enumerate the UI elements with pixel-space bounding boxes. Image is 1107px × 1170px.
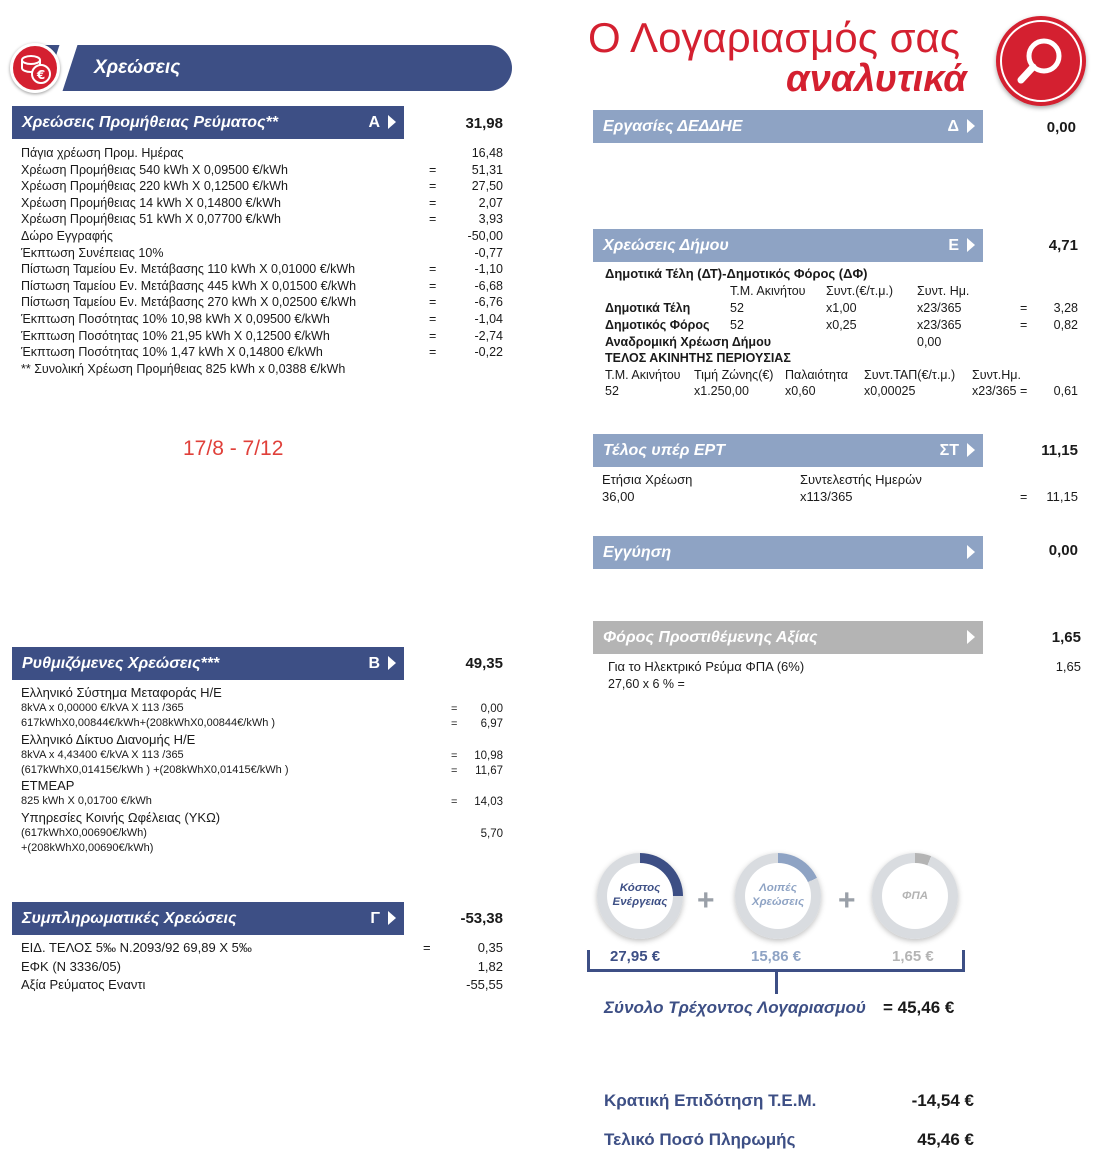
charge-label: Έκπτωση Συνέπειας 10% [21, 245, 164, 260]
equals-sign: = [429, 195, 437, 210]
donut-label-line1: Λοιπές [759, 882, 797, 894]
plus-icon: + [838, 884, 856, 917]
charge-label: Χρέωση Προμήθειας [21, 162, 136, 177]
arrow-right-icon [967, 443, 975, 457]
equals-sign: = [451, 718, 458, 731]
regulated-value: 14,03 [474, 796, 503, 809]
charge-label: Έκπτωση Ποσότητας 10% [21, 328, 168, 343]
tap-coef: x0,00025 [864, 384, 916, 398]
cost-donut [735, 853, 821, 939]
section-e-total: 4,71 [1048, 237, 1078, 254]
charge-line [21, 146, 184, 160]
tap-heading: ΤΕΛΟΣ ΑΚΙΝΗΤΗΣ ΠΕΡΙΟΥΣΙΑΣ [605, 351, 791, 365]
charge-value: 16,48 [471, 146, 503, 160]
charge-value: -6,76 [474, 295, 503, 310]
donut-label [745, 863, 811, 929]
guarantee-total: 0,00 [1048, 542, 1078, 559]
municipal-heading: Δημοτικά Τέλη (ΔΤ)-Δημοτικός Φόρος (ΔΦ) [605, 266, 868, 281]
cost-donut [597, 853, 683, 939]
donut-label-line2: Χρεώσεις [751, 896, 805, 908]
state-subsidy-label: Κρατική Επιδότηση Τ.Ε.Μ. [604, 1091, 817, 1110]
tap-col-zone-price: Τιμή Ζώνης(€) [694, 368, 774, 382]
regulated-value: 6,97 [480, 718, 503, 731]
section-b-header [12, 647, 404, 680]
section-c-header [12, 902, 404, 935]
charge-line [21, 163, 288, 177]
charge-line [21, 212, 281, 226]
magnifier-icon [996, 16, 1086, 106]
current-bill-total-value: = 45,46 € [883, 998, 955, 1017]
charge-line [21, 196, 281, 210]
supplementary-label: Αξία Ρεύματος Εναντι [21, 977, 146, 992]
equals-sign: = [429, 162, 437, 177]
tap-col-coef: Συντ.ΤΑΠ(€/τ.μ.) [864, 368, 956, 382]
charge-label: ** Συνολική Χρέωση Προμήθειας [21, 361, 203, 376]
charge-line [21, 312, 330, 326]
svg-text:€: € [36, 68, 46, 82]
charge-label: Πίστωση Ταμείου Εν. Μετάβασης [21, 295, 204, 310]
charge-detail: 270 kWh X 0,02500 €/kWh [207, 295, 357, 310]
municipal-col-days: Συντ. Ημ. [917, 284, 970, 298]
arrow-right-icon [967, 630, 975, 644]
municipal-fees-label: Δημοτικά Τέλη [605, 301, 691, 315]
charge-detail: 540 kWh X 0,09500 €/kWh [139, 162, 288, 177]
equals-sign: = [451, 703, 458, 715]
charge-detail: 220 kWh X 0,12500 €/kWh [139, 179, 288, 194]
municipal-fees-days: x23/365 [917, 301, 962, 315]
tap-days: x23/365 = [972, 384, 1028, 398]
section-st-letter: ΣΤ [939, 442, 959, 459]
municipal-tax-sqm: 52 [730, 318, 744, 332]
regulated-value: 11,67 [475, 764, 503, 777]
equals-sign: = [429, 295, 437, 310]
vat-header [593, 621, 983, 654]
summary-bracket-stem [775, 972, 778, 994]
regulated-line: 8kVA x 0,00000 €/kVA X 113 /365 [21, 702, 184, 714]
arrow-right-icon [388, 656, 396, 670]
coins-euro-icon [10, 43, 60, 93]
charge-detail: 21,95 kWh X 0,12500 €/kWh [170, 328, 330, 343]
section-b-letter: Β [368, 655, 380, 672]
donut-label-line1: Κόστος [619, 882, 661, 894]
section-a-header [12, 106, 404, 139]
ert-annual-label: Ετήσια Χρέωση [602, 472, 693, 487]
charge-label: Χρέωση Προμήθειας [21, 195, 136, 210]
municipal-fees-eq: = [1020, 301, 1028, 315]
vat-line1-value: 1,65 [1055, 659, 1081, 674]
cost-donut [872, 853, 958, 939]
municipal-tax-eq: = [1020, 318, 1028, 332]
charge-value: -0,22 [474, 345, 503, 360]
regulated-line: 825 kWh X 0,01700 €/kWh [21, 795, 152, 808]
section-d-title: Εργασίες ΔΕΔΔΗΕ [603, 118, 743, 135]
section-d-total: 0,00 [1046, 119, 1076, 136]
section-a-total: 31,98 [465, 115, 503, 132]
regulated-line: (617kWhX0,01415€/kWh ) +(208kWhX0,01415€/kWh ) [21, 763, 289, 776]
equals-sign: = [429, 278, 437, 293]
charge-line [21, 362, 345, 376]
vat-line2: 27,60 x 6 % = [608, 677, 685, 691]
ert-annual-value: 36,00 [602, 489, 635, 504]
vat-total: 1,65 [1051, 629, 1081, 646]
donut-label [607, 863, 673, 929]
tap-sqm: 52 [605, 384, 619, 398]
equals-sign: = [423, 940, 431, 955]
charge-detail: 445 kWh X 0,01500 €/kWh [207, 278, 357, 293]
section-b-title: Ρυθμιζόμενες Χρεώσεις*** [22, 655, 220, 672]
municipal-tax-value: 0,82 [1053, 318, 1078, 332]
charge-label: Πάγια χρέωση Προμ. Ημέρας [21, 146, 184, 160]
municipal-col-sqm: Τ.Μ. Ακινήτου [730, 284, 806, 298]
arrow-right-icon [388, 115, 396, 129]
section-a-letter: Α [368, 114, 380, 131]
page-title: Ο Λογαριασμός σας [588, 14, 961, 61]
tap-col-sqm: Τ.Μ. Ακινήτου [605, 368, 681, 382]
charge-value: -0,77 [474, 245, 503, 260]
section-c-total: -53,38 [460, 910, 503, 927]
regulated-line: 8kVA x 4,43400 €/kVA X 113 /365 [21, 748, 184, 761]
municipal-col-coef: Συντ.(€/τ.μ.) [826, 284, 894, 298]
guarantee-title: Εγγύηση [603, 544, 672, 561]
ert-days-label: Συντελεστής Ημερών [800, 472, 922, 487]
tap-col-days: Συντ.Ημ. [972, 368, 1021, 382]
charge-value: 2,07 [478, 195, 503, 210]
arrow-right-icon [388, 911, 396, 925]
billing-period: 17/8 - 7/12 [183, 437, 284, 460]
charge-detail: 51 kWh X 0,07700 €/kWh [139, 212, 281, 227]
section-e-title: Χρεώσεις Δήμου [603, 237, 729, 254]
arrow-right-icon [967, 119, 975, 133]
ert-eq: = [1020, 490, 1028, 504]
regulated-value: 5,70 [480, 827, 503, 840]
charge-label: Έκπτωση Ποσότητας 10% [21, 345, 168, 360]
vat-line1: Για το Ηλεκτρικό Ρεύμα ΦΠΑ (6%) [608, 659, 805, 674]
charge-detail: 10,98 kWh X 0,09500 €/kWh [170, 312, 330, 326]
regulated-line: (617kWhX0,00690€/kWh) [21, 826, 147, 839]
section-c-letter: Γ [370, 910, 380, 927]
charge-value: -1,10 [474, 262, 503, 277]
section-c-title: Συμπληρωματικές Χρεώσεις [22, 910, 237, 927]
tap-col-age: Παλαιότητα [785, 368, 848, 382]
regulated-group-heading: Ελληνικό Δίκτυο Διανομής Η/Ε [21, 731, 196, 747]
charge-line [21, 179, 288, 193]
charge-detail: 110 kWh X 0,01000 €/kWh [207, 262, 356, 277]
vat-title: Φόρος Προστιθέμενης Αξίας [603, 629, 818, 646]
final-payment-label: Τελικό Ποσό Πληρωμής [604, 1130, 796, 1149]
final-payment-value: 45,46 € [917, 1130, 974, 1149]
charge-label: Δώρο Εγγραφής [21, 229, 113, 243]
section-st-total: 11,15 [1041, 442, 1078, 459]
municipal-tax-coef: x0,25 [826, 318, 857, 332]
charge-line [21, 329, 330, 343]
charge-label: Χρέωση Προμήθειας [21, 212, 136, 227]
supplementary-label: ΕΦΚ (Ν 3336/05) [21, 958, 121, 974]
equals-sign: = [429, 212, 437, 227]
charge-detail: 825 kWh x 0,0388 €/kWh [205, 361, 346, 376]
section-b-total: 49,35 [465, 655, 503, 672]
page-subtitle: αναλυτικά [786, 58, 967, 100]
regulated-line: +(208kWhX0,00690€/kWh) [21, 841, 154, 854]
charge-line [21, 229, 113, 243]
equals-sign: = [429, 328, 437, 343]
regulated-value: 0,00 [480, 703, 503, 715]
supplementary-value: 1,82 [477, 958, 503, 974]
section-d-header [593, 110, 983, 143]
energy-cost-amount: 27,95 € [610, 948, 661, 965]
charge-detail: 1,47 kWh X 0,14800 €/kWh [170, 345, 323, 360]
equals-sign: = [429, 312, 437, 326]
regulated-value: 10,98 [474, 749, 503, 762]
charge-value: -2,74 [474, 328, 503, 343]
municipal-fees-coef: x1,00 [826, 301, 857, 315]
section-st-title: Τέλος υπέρ ΕΡΤ [603, 442, 725, 459]
state-subsidy-value: -14,54 € [911, 1091, 974, 1110]
charge-detail: 14 kWh X 0,14800 €/kWh [139, 195, 281, 210]
tap-total: 0,61 [1053, 384, 1078, 398]
supplementary-value: -55,55 [466, 977, 503, 992]
plus-icon: + [697, 884, 715, 917]
donut-label-line2: Ενέργειας [612, 896, 668, 908]
municipal-fees-sqm: 52 [730, 301, 744, 315]
charge-line [21, 295, 356, 309]
donut-label [882, 863, 948, 929]
equals-sign: = [451, 764, 458, 777]
ert-days-value: x113/365 [800, 489, 853, 504]
charges-section-header [38, 45, 512, 91]
equals-sign: = [429, 179, 437, 194]
guarantee-header [593, 536, 983, 569]
current-bill-total-label: Σύνολο Τρέχοντος Λογαριασμού [604, 998, 866, 1017]
charge-label: Χρέωση Προμήθειας [21, 179, 136, 194]
section-st-header [593, 434, 983, 467]
section-e-header [593, 229, 983, 262]
tap-zone-price: x1.250,00 [694, 384, 749, 398]
equals-sign: = [451, 749, 458, 762]
charge-value: 51,31 [471, 162, 503, 177]
regulated-group-heading: Ελληνικό Σύστημα Μεταφοράς Η/Ε [21, 685, 222, 700]
equals-sign: = [451, 796, 458, 809]
charge-value: -1,04 [474, 312, 503, 326]
municipal-tax-days: x23/365 [917, 318, 962, 332]
arrow-right-icon [967, 545, 975, 559]
municipal-tax-label: Δημοτικός Φόρος [605, 318, 710, 332]
municipal-refund-label: Αναδρομική Χρέωση Δήμου [605, 335, 771, 349]
arrow-right-icon [967, 238, 975, 252]
donut-label-line1: ΦΠΑ [901, 890, 928, 902]
regulated-group-heading: ΕΤΜΕΑΡ [21, 778, 75, 794]
tap-age: x0,60 [785, 384, 816, 398]
charge-value: 27,50 [471, 179, 503, 194]
charge-line [21, 246, 163, 260]
municipal-refund-value: 0,00 [917, 335, 942, 349]
supplementary-value: 0,35 [477, 940, 503, 955]
charge-line [21, 279, 356, 293]
charge-value: -50,00 [467, 229, 503, 243]
section-e-letter: Ε [948, 237, 959, 254]
supplementary-label: ΕΙΔ. ΤΕΛΟΣ 5‰ Ν.2093/92 69,89 X 5‰ [21, 940, 252, 955]
charge-line [21, 345, 323, 359]
section-d-letter: Δ [947, 118, 959, 135]
other-charges-amount: 15,86 € [751, 948, 802, 965]
vat-amount: 1,65 € [892, 948, 934, 965]
charge-value: -6,68 [474, 278, 503, 293]
regulated-group-heading: Υπηρεσίες Κοινής Ωφέλειας (ΥΚΩ) [21, 809, 221, 825]
charge-label: Έκπτωση Ποσότητας 10% [21, 312, 168, 326]
charge-label: Πίστωση Ταμείου Εν. Μετάβασης [21, 278, 204, 293]
equals-sign: = [429, 345, 437, 360]
charge-label: Πίστωση Ταμείου Εν. Μετάβασης [21, 262, 204, 277]
ert-value: 11,15 [1046, 489, 1078, 504]
section-a-title: Χρεώσεις Προμήθειας Ρεύματος** [22, 114, 278, 131]
regulated-line: 617kWhX0,00844€/kWh+(208kWhX0,00844€/kWh ) [21, 717, 276, 730]
municipal-fees-value: 3,28 [1053, 301, 1078, 315]
charges-section-title: Χρεώσεις [94, 57, 181, 78]
equals-sign: = [429, 262, 437, 277]
charge-line [21, 262, 355, 276]
charge-value: 3,93 [478, 212, 503, 227]
